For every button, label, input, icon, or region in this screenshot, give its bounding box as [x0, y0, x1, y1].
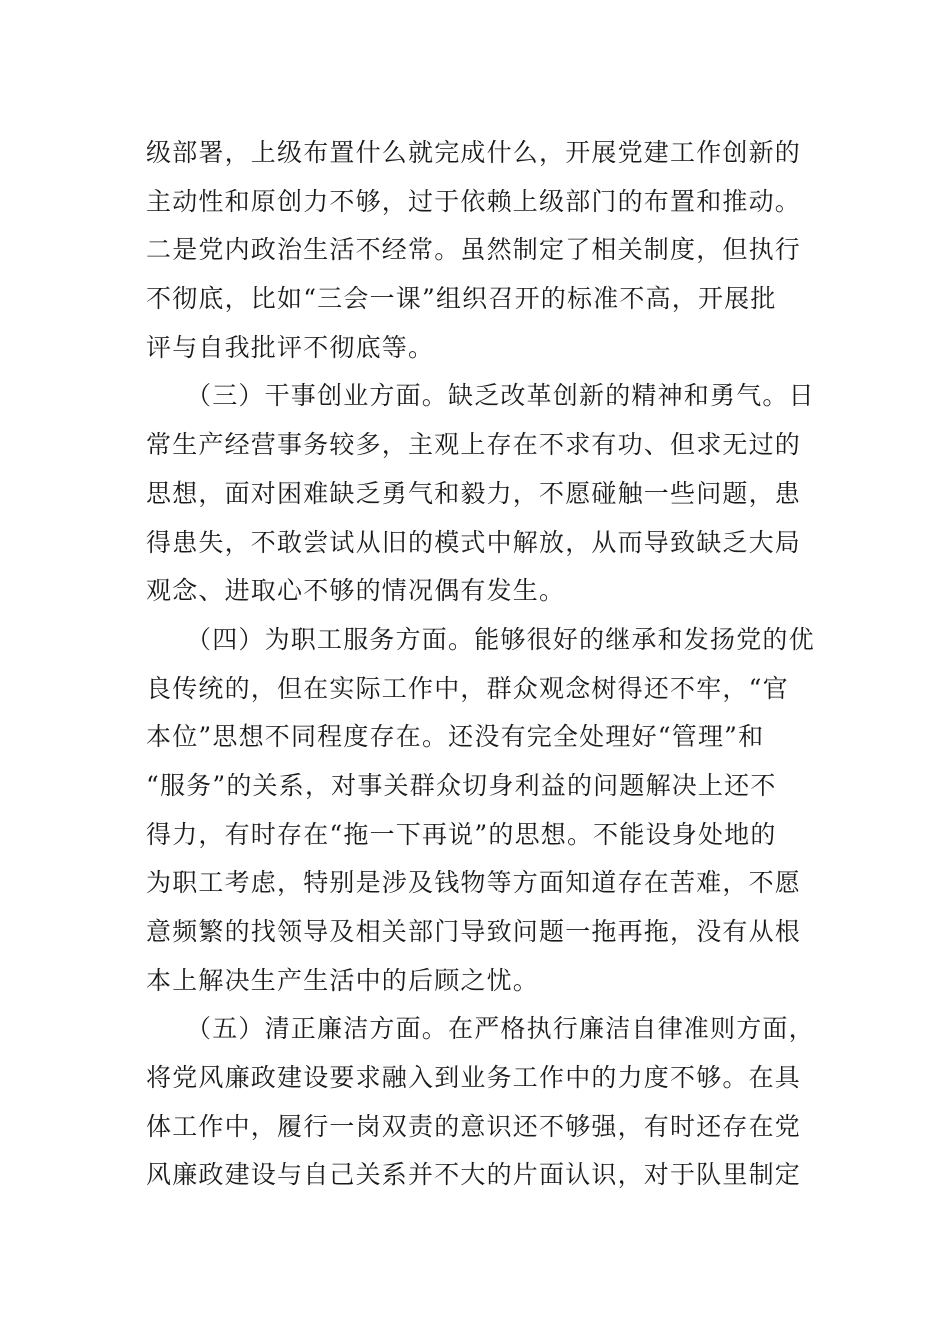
text-line: 级部署，上级布置什么就完成什么，开展党建工作创新的	[146, 138, 802, 167]
text-line: 思想，面对困难缺乏勇气和毅力，不愿碰触一些问题，患	[146, 478, 802, 508]
text-line: 得患失，不敢尝试从旧的模式中解放，从而导致缺乏大局	[146, 527, 802, 557]
section-heading-line: （五）清正廉洁方面。在严格执行廉洁自律准则方面，	[186, 1014, 815, 1044]
text-line: 将党风廉政建设要求融入到业务工作中的力度不够。在具	[146, 1063, 802, 1093]
text-line: 意频繁的找领导及相关部门导致问题一拖再拖，没有从根	[146, 917, 802, 946]
text-line: 二是党内政治生活不经常。虽然制定了相关制度，但执行	[146, 235, 802, 265]
body-text	[146, 129, 815, 1200]
text-line: 常生产经营事务较多，主观上存在不求有功、但求无过的	[146, 430, 802, 460]
text-line: “服务”的关系，对事关群众切身利益的问题解决上还不	[146, 770, 777, 800]
text-line: 为职工考虑，特别是涉及钱物等方面知道存在苦难，不愿	[146, 868, 802, 898]
text-line: 不彻底，比如“三会一课”组织召开的标准不高，开展批	[146, 284, 777, 314]
text-line: 体工作中，履行一岗双责的意识还不够强，有时还存在党	[146, 1111, 802, 1141]
text-line: 风廉政建设与自己关系并不大的片面认识，对于队里制定	[146, 1160, 802, 1190]
text-line: 评与自我批评不彻底等。	[146, 332, 435, 362]
text-line: 观念、进取心不够的情况偶有发生。	[146, 576, 566, 606]
text-line: 主动性和原创力不够，过于依赖上级部门的布置和推动。	[146, 186, 802, 216]
text-line: 得力，有时存在“拖一下再说”的思想。不能设身处地的	[146, 819, 777, 849]
text-line: 本上解决生产生活中的后顾之忧。	[146, 965, 540, 995]
section-heading-line: （三）干事创业方面。缺乏改革创新的精神和勇气。日	[186, 381, 815, 411]
text-line: 本位”思想不同程度存在。还没有完全处理好“管理”和	[146, 722, 765, 752]
section-heading-line: （四）为职工服务方面。能够很好的继承和发扬党的优	[186, 624, 815, 654]
text-line: 良传统的，但在实际工作中，群众观念树得还不牢，“官	[146, 673, 789, 703]
